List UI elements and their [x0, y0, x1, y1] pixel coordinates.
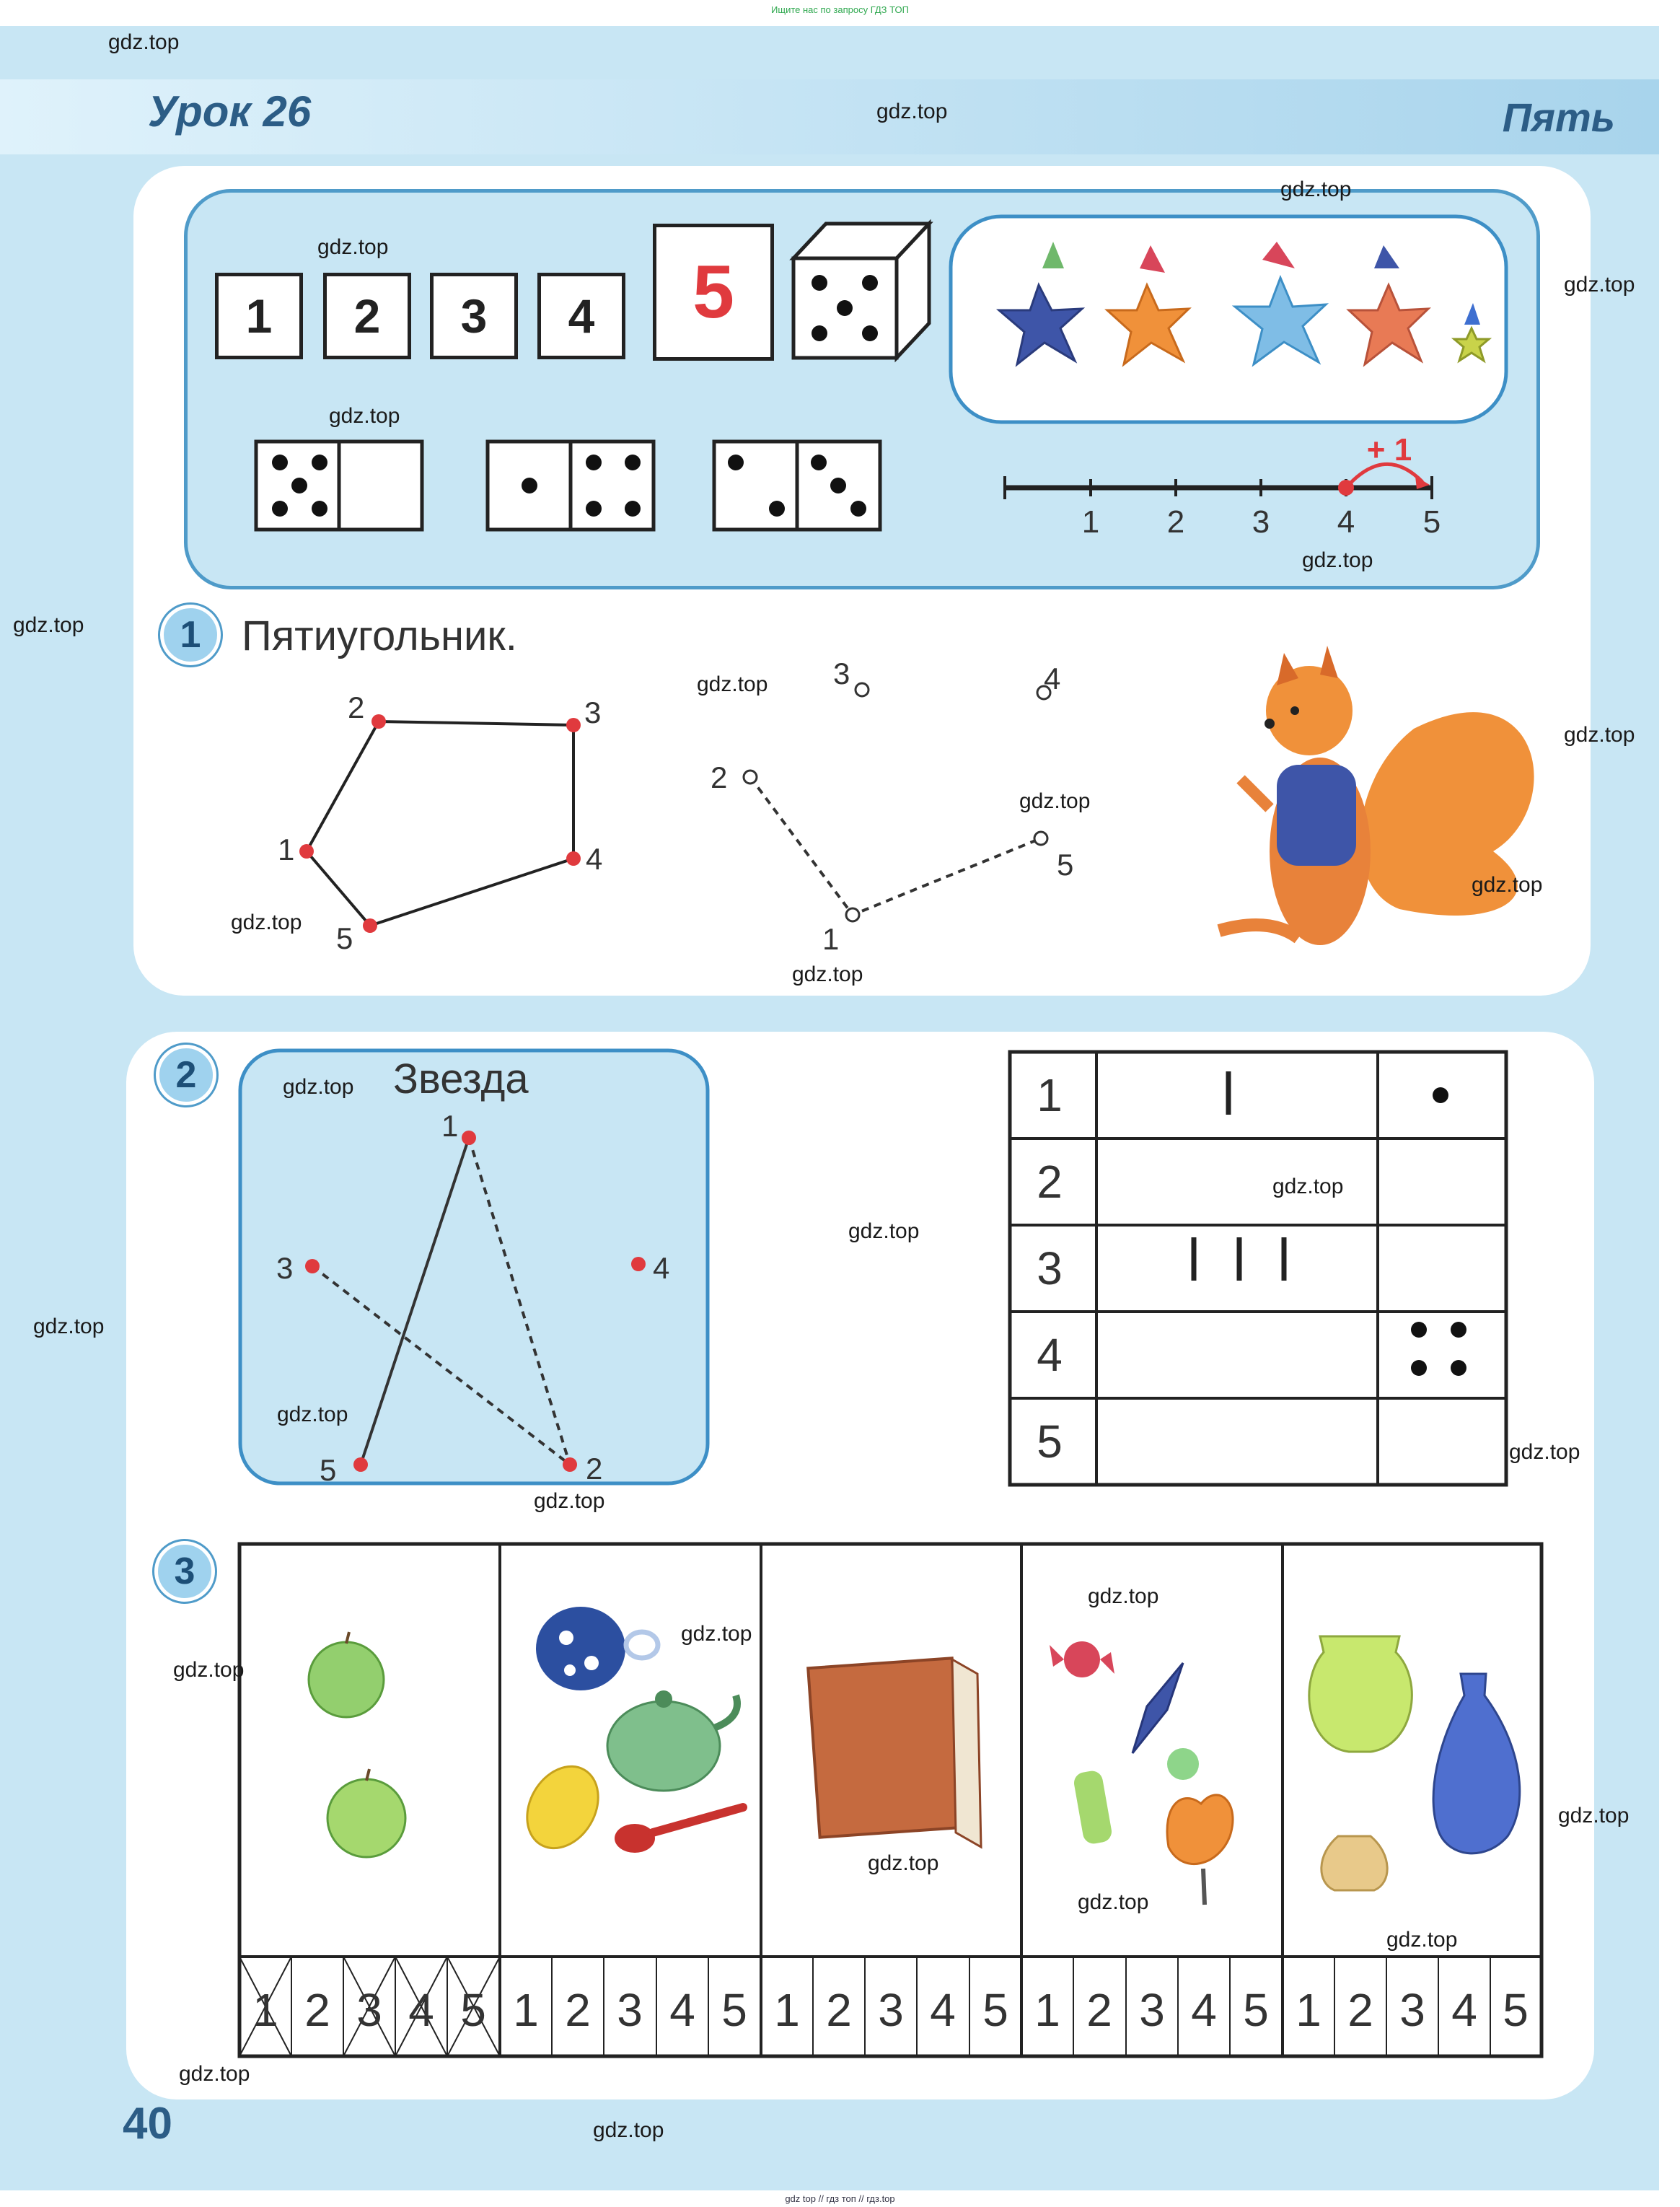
grid-digit: 2 — [304, 1984, 330, 2036]
grid-digit: 4 — [669, 1984, 695, 2036]
number-line — [1005, 464, 1432, 499]
grid-digit: 1 — [513, 1984, 539, 2036]
number-card-2: 2 — [323, 273, 411, 359]
star-label-4: 4 — [653, 1251, 670, 1285]
grid-digit: 4 — [1191, 1984, 1217, 2036]
watermark: gdz.top — [876, 100, 948, 123]
watermark: gdz.top — [1558, 1804, 1630, 1828]
starfish-picture — [951, 216, 1506, 422]
grid-digit: 1 — [774, 1984, 800, 2036]
squirrel-picture — [1219, 646, 1534, 945]
grid-digit: 3 — [1139, 1984, 1165, 2036]
watermark: gdz.top — [179, 2062, 250, 2086]
grid-digit: 2 — [1347, 1984, 1373, 2036]
grid-digit: 3 — [356, 1984, 382, 2036]
star-label-5: 5 — [320, 1453, 337, 1487]
table-row-label-3: 3 — [1037, 1242, 1063, 1294]
topic-title: Пять — [1502, 95, 1615, 140]
watermark: gdz.top — [868, 1851, 939, 1875]
pentagon-label-2: 2 — [348, 690, 365, 724]
page-number: 40 — [123, 2099, 172, 2149]
watermark: gdz.top — [792, 962, 863, 986]
star-label-1: 1 — [441, 1109, 459, 1143]
grid-digit: 1 — [252, 1984, 278, 2036]
grid-digit: 2 — [826, 1984, 852, 2036]
open-pentagon-label-2: 2 — [711, 760, 728, 794]
grid-digit: 4 — [408, 1984, 434, 2036]
open-pentagon-label-3: 3 — [833, 657, 850, 690]
numberline-label-4: 4 — [1337, 504, 1355, 540]
grid-digit: 1 — [1034, 1984, 1060, 2036]
grid-digit: 2 — [1086, 1984, 1112, 2036]
grid-digit: 5 — [1243, 1984, 1269, 2036]
numberline-label-5: 5 — [1422, 504, 1441, 540]
watermark: gdz.top — [317, 235, 389, 259]
pentagon-incomplete — [744, 683, 1050, 921]
dice-icon — [793, 224, 929, 358]
grid-digit: 4 — [1451, 1984, 1477, 2036]
lesson-title: Урок 26 — [148, 87, 312, 136]
watermark: gdz.top — [329, 404, 400, 428]
footer-note: gdz top // гдз топ // гдз.top — [785, 2193, 895, 2204]
numberline-label-2: 2 — [1166, 504, 1185, 540]
pentagon-drawing — [299, 714, 581, 933]
pentagon-label-1: 1 — [278, 833, 295, 866]
task-1-badge: 1 — [160, 605, 221, 665]
table-row-label-5: 5 — [1037, 1416, 1063, 1467]
watermark: gdz.top — [108, 30, 180, 54]
small-pot-icon — [1321, 1836, 1387, 1890]
watermark: gdz.top — [593, 2118, 664, 2142]
table-row-label-1: 1 — [1037, 1069, 1063, 1121]
numberline-label-3: 3 — [1252, 504, 1270, 540]
grid-digit: 1 — [1296, 1984, 1321, 2036]
book-icon — [808, 1658, 981, 1847]
grid-digit: 5 — [1503, 1984, 1529, 2036]
numberline-label-1: 1 — [1081, 504, 1100, 540]
watermark: gdz.top — [1302, 548, 1373, 572]
watermark: gdz.top — [681, 1622, 752, 1646]
task-2-badge: 2 — [156, 1045, 216, 1105]
number-card-1: 1 — [215, 273, 303, 359]
watermark: gdz.top — [231, 911, 302, 934]
watermark: gdz.top — [173, 1658, 245, 1682]
number-card-5: 5 — [653, 224, 774, 361]
task-3-badge: 3 — [154, 1541, 215, 1602]
watermark: gdz.top — [1019, 789, 1091, 813]
domino-5-0-icon — [256, 442, 422, 530]
grid-digit: 3 — [617, 1984, 643, 2036]
star-label-2: 2 — [586, 1452, 603, 1486]
search-note: Ищите нас по запросу ГДЗ ТОП — [771, 4, 909, 15]
watermark: gdz.top — [697, 672, 768, 696]
pentagon-label-5: 5 — [336, 921, 353, 955]
watermark: gdz.top — [1272, 1175, 1344, 1198]
task-1-title: Пятиугольник. — [242, 613, 517, 659]
watermark: gdz.top — [534, 1489, 605, 1513]
watermark: gdz.top — [13, 613, 84, 637]
star-label-3: 3 — [276, 1251, 294, 1285]
number-card-4: 4 — [537, 273, 625, 359]
plus-one-label: + 1 — [1366, 432, 1412, 468]
pentagon-label-4: 4 — [586, 842, 603, 876]
watermark: gdz.top — [1564, 273, 1635, 297]
watermark: gdz.top — [1078, 1890, 1149, 1914]
watermark: gdz.top — [33, 1315, 105, 1338]
grid-digit: 5 — [460, 1984, 486, 2036]
watermark: gdz.top — [1472, 873, 1543, 897]
watermark: gdz.top — [283, 1075, 354, 1099]
watermark: gdz.top — [1088, 1584, 1159, 1608]
grid-digit: 3 — [878, 1984, 904, 2036]
pentagon-label-3: 3 — [584, 696, 602, 729]
table-row-label-4: 4 — [1037, 1329, 1063, 1381]
task-2-title: Звезда — [393, 1056, 529, 1102]
domino-1-4-icon — [488, 442, 654, 530]
ball-icon — [1167, 1748, 1199, 1780]
open-pentagon-label-5: 5 — [1057, 848, 1074, 882]
number-card-3: 3 — [430, 273, 518, 359]
counting-table — [1010, 1052, 1506, 1485]
vase-icon — [1309, 1636, 1412, 1752]
grid-digit: 5 — [721, 1984, 747, 2036]
domino-2-3-icon — [714, 442, 880, 530]
grid-digit: 4 — [930, 1984, 956, 2036]
watermark: gdz.top — [277, 1403, 348, 1426]
watermark: gdz.top — [848, 1219, 920, 1243]
grid-digit: 2 — [565, 1984, 591, 2036]
watermark: gdz.top — [1386, 1928, 1458, 1952]
watermark: gdz.top — [1564, 723, 1635, 747]
table-row-label-2: 2 — [1037, 1156, 1063, 1208]
open-pentagon-label-1: 1 — [822, 922, 840, 956]
open-pentagon-label-4: 4 — [1044, 662, 1061, 696]
watermark: gdz.top — [1509, 1440, 1580, 1464]
grid-digit: 5 — [982, 1984, 1008, 2036]
grid-digit: 3 — [1399, 1984, 1425, 2036]
watermark: gdz.top — [1280, 177, 1352, 201]
